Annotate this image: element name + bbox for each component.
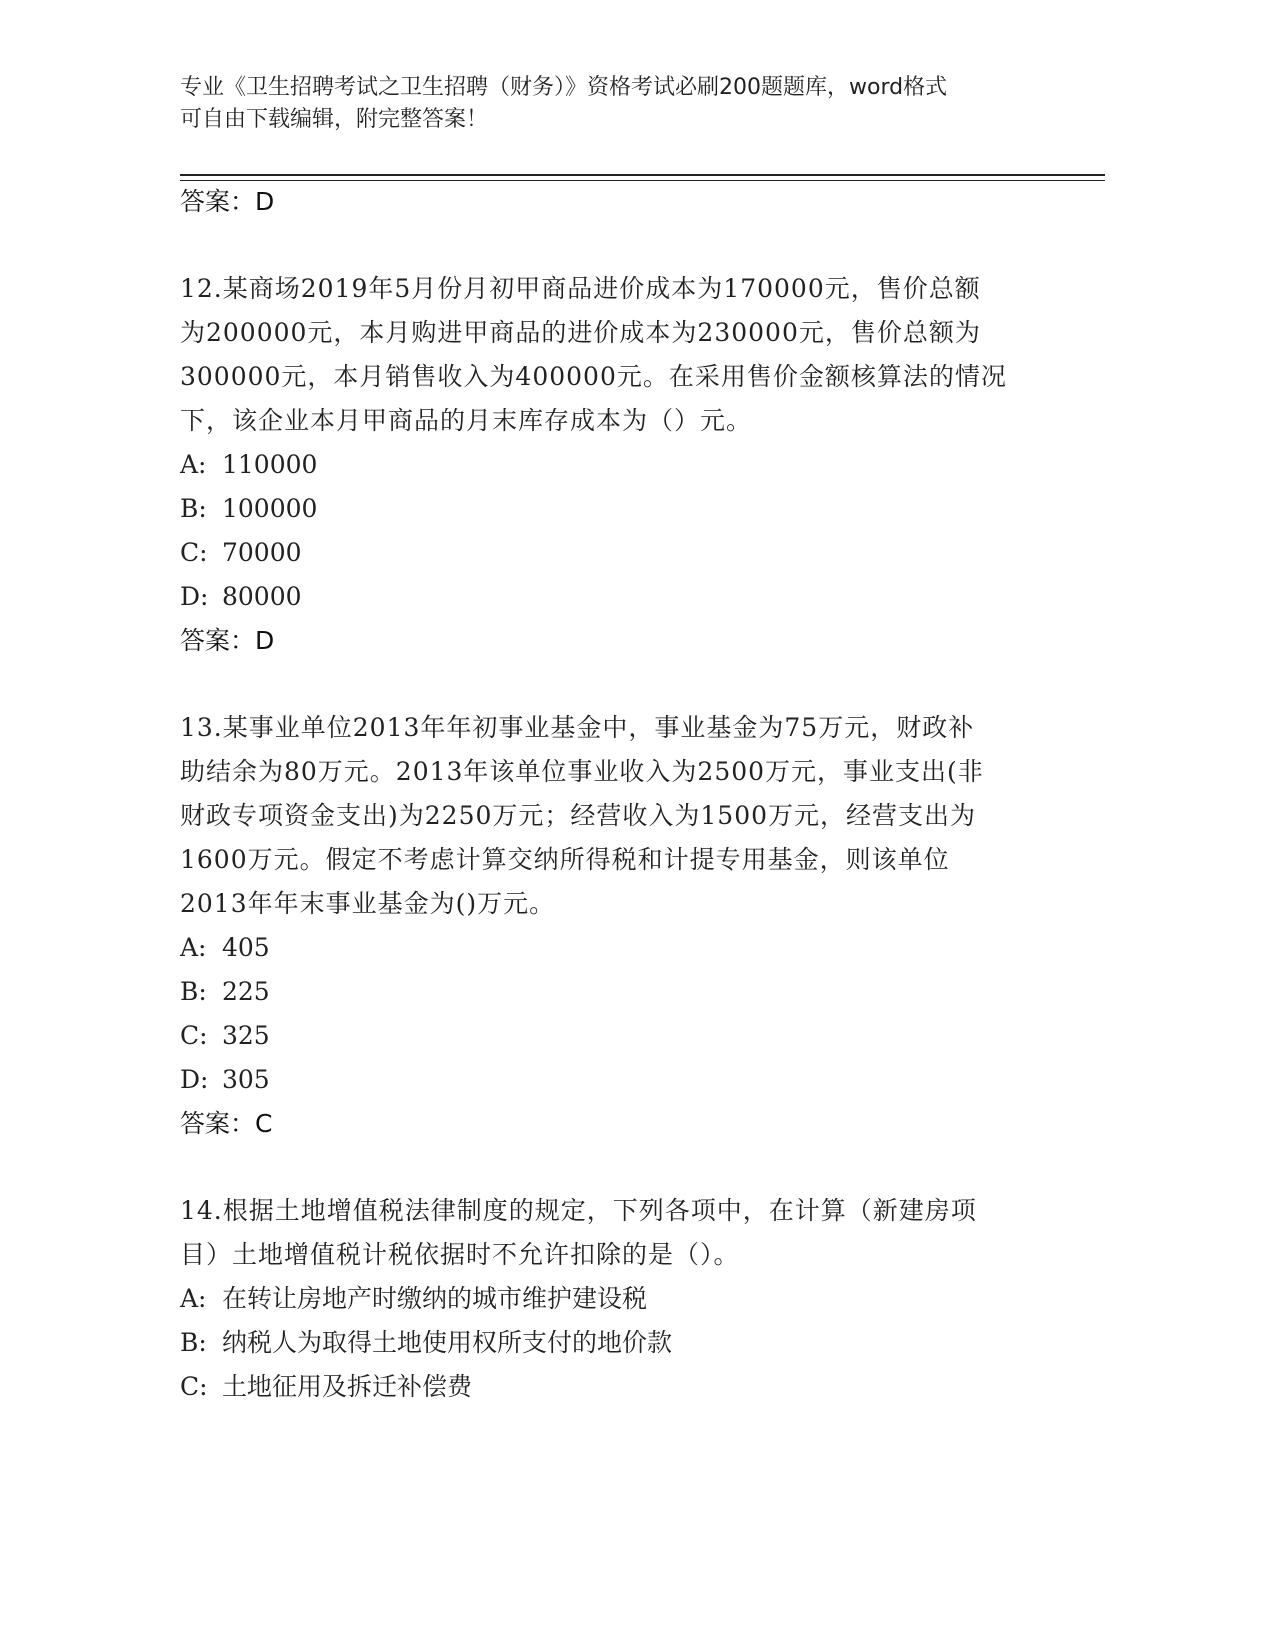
stem-line: 目）土地增值税计税依据时不允许扣除的是（）。 [180, 1240, 740, 1269]
option-letter: D: [180, 582, 209, 611]
option-letter: B: [180, 494, 207, 523]
option-text: 土地征用及拆迁补偿费 [222, 1372, 473, 1401]
question-13 [180, 706, 1040, 1146]
question-14 [180, 1189, 1040, 1409]
option-letter: C: [180, 1021, 208, 1050]
stem-line: 14.根据土地增值税法律制度的规定，下列各项中，在计算（新建房项 [180, 1196, 977, 1225]
stem-line: 12.某商场2019年5月份月初甲商品进价成本为170000元，售价总额 [180, 274, 981, 303]
spacer [180, 1146, 1040, 1189]
option-d [180, 1058, 1040, 1102]
option-text: 80000 [222, 582, 302, 611]
question-stem [180, 267, 1040, 443]
option-d [180, 575, 1040, 619]
option-c [180, 531, 1040, 575]
option-text: 在转让房地产时缴纳的城市维护建设税 [222, 1284, 648, 1313]
option-letter: D: [180, 1065, 209, 1094]
option-b [180, 1321, 1040, 1365]
option-text: 305 [222, 1065, 270, 1094]
option-c [180, 1365, 1040, 1409]
question-12 [180, 267, 1040, 663]
option-letter: A: [180, 450, 207, 479]
stem-line: 为200000元，本月购进甲商品的进价成本为230000元，售价总额为 [180, 318, 981, 347]
option-c [180, 1014, 1040, 1058]
answer-12: 答案：D [180, 626, 275, 655]
option-a [180, 926, 1040, 970]
question-stem [180, 1189, 1040, 1277]
option-letter: C: [180, 1372, 208, 1401]
option-b [180, 970, 1040, 1014]
question-stem [180, 706, 1040, 926]
option-letter: B: [180, 977, 207, 1006]
stem-line: 助结余为80万元。2013年该单位事业收入为2500万元，事业支出(非 [180, 757, 984, 786]
option-letter: C: [180, 538, 208, 567]
option-text: 100000 [222, 494, 318, 523]
option-text: 70000 [222, 538, 302, 567]
header-line-1: 专业《卫生招聘考试之卫生招聘（财务）》资格考试必刷200题题库，word格式 [180, 75, 948, 100]
answer-13: 答案：C [180, 1109, 273, 1138]
stem-line: 2013年年末事业基金为()万元。 [180, 889, 556, 918]
option-b [180, 487, 1040, 531]
previous-answer: 答案：D [180, 187, 275, 216]
option-a [180, 1277, 1040, 1321]
spacer [180, 224, 1040, 267]
stem-line: 13.某事业单位2013年年初事业基金中，事业基金为75万元，财政补 [180, 713, 975, 742]
option-letter: A: [180, 933, 207, 962]
option-text: 110000 [222, 450, 318, 479]
option-text: 225 [222, 977, 270, 1006]
question-list [180, 180, 1040, 1409]
option-text: 325 [222, 1021, 270, 1050]
stem-line: 下，该企业本月甲商品的月末库存成本为（）元。 [180, 406, 753, 435]
option-letter: A: [180, 1284, 207, 1313]
header-rule-thick [180, 174, 1105, 176]
spacer [180, 663, 1040, 706]
option-text: 纳税人为取得土地使用权所支付的地价款 [222, 1328, 673, 1357]
stem-line: 1600万元。假定不考虑计算交纳所得税和计提专用基金，则该单位 [180, 845, 950, 874]
option-letter: B: [180, 1328, 207, 1357]
header-line-2: 可自由下载编辑，附完整答案！ [180, 107, 489, 132]
option-text: 405 [222, 933, 270, 962]
option-a [180, 443, 1040, 487]
stem-line: 300000元，本月销售收入为400000元。在采用售价金额核算法的情况 [180, 362, 1007, 391]
stem-line: 财政专项资金支出)为2250万元；经营收入为1500万元，经营支出为 [180, 801, 977, 830]
document-header [180, 72, 1040, 136]
